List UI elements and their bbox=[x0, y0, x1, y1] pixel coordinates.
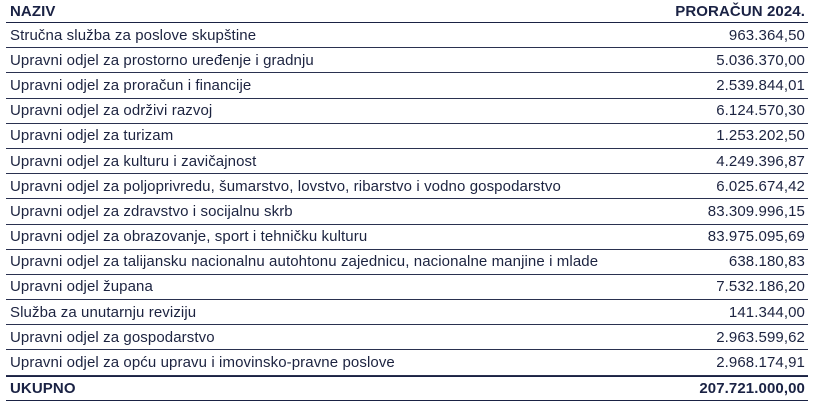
total-row bbox=[6, 376, 808, 401]
row-name: Upravni odjel župana bbox=[10, 278, 153, 296]
total-label: UKUPNO bbox=[10, 379, 76, 397]
table-row bbox=[6, 149, 808, 174]
budget-table bbox=[6, 0, 808, 401]
table-row bbox=[6, 199, 808, 224]
row-name: Upravni odjel za proračun i financije bbox=[10, 76, 252, 94]
row-name: Upravni odjel za prostorno uređenje i gradnju bbox=[10, 51, 314, 69]
table-row bbox=[6, 275, 808, 300]
row-name: Upravni odjel za održivi razvoj bbox=[10, 102, 213, 120]
row-value: 963.364,50 bbox=[728, 26, 805, 44]
row-value: 1.253.202,50 bbox=[716, 127, 805, 145]
row-name: Upravni odjel za turizam bbox=[10, 127, 174, 145]
row-value: 2.963.599,62 bbox=[716, 328, 805, 346]
row-value: 83.975.095,69 bbox=[707, 228, 805, 246]
table-row bbox=[6, 300, 808, 325]
row-name: Upravni odjel za kulturu i zavičajnost bbox=[10, 152, 257, 170]
table-row bbox=[6, 23, 808, 48]
row-name: Upravni odjel za poljoprivredu, šumarstvo, lovstvo, ribarstvo i vodno gospodarstvo bbox=[10, 177, 561, 195]
row-name: Upravni odjel za opću upravu i imovinsko-pravne poslove bbox=[10, 354, 395, 372]
row-name: Stručna služba za poslove skupštine bbox=[10, 26, 257, 44]
row-name: Upravni odjel za obrazovanje, sport i tehničku kulturu bbox=[10, 228, 368, 246]
row-value: 83.309.996,15 bbox=[707, 202, 805, 220]
row-name: Služba za unutarnju reviziju bbox=[10, 303, 197, 321]
table-row bbox=[6, 48, 808, 73]
row-value: 4.249.396,87 bbox=[716, 152, 805, 170]
column-header-budget: PRORAČUN 2024. bbox=[675, 2, 805, 20]
table-row bbox=[6, 325, 808, 350]
row-value: 5.036.370,00 bbox=[716, 51, 805, 69]
table-row bbox=[6, 73, 808, 98]
table-row bbox=[6, 350, 808, 375]
table-row bbox=[6, 99, 808, 124]
row-value: 2.968.174,91 bbox=[716, 354, 805, 372]
row-value: 638.180,83 bbox=[728, 253, 805, 271]
total-value: 207.721.000,00 bbox=[699, 379, 805, 397]
table-row bbox=[6, 174, 808, 199]
row-value: 7.532.186,20 bbox=[716, 278, 805, 296]
table-row bbox=[6, 250, 808, 275]
row-name: Upravni odjel za zdravstvo i socijalnu skrb bbox=[10, 202, 293, 220]
row-value: 141.344,00 bbox=[728, 303, 805, 321]
row-value: 6.025.674,42 bbox=[716, 177, 805, 195]
table-row bbox=[6, 225, 808, 250]
table-header bbox=[6, 0, 808, 23]
row-name: Upravni odjel za talijansku nacionalnu autohtonu zajednicu, nacionalne manjine i mlade bbox=[10, 253, 599, 271]
table-row bbox=[6, 124, 808, 149]
row-value: 6.124.570,30 bbox=[716, 102, 805, 120]
row-value: 2.539.844,01 bbox=[716, 76, 805, 94]
column-header-name: NAZIV bbox=[10, 2, 56, 20]
row-name: Upravni odjel za gospodarstvo bbox=[10, 328, 215, 346]
